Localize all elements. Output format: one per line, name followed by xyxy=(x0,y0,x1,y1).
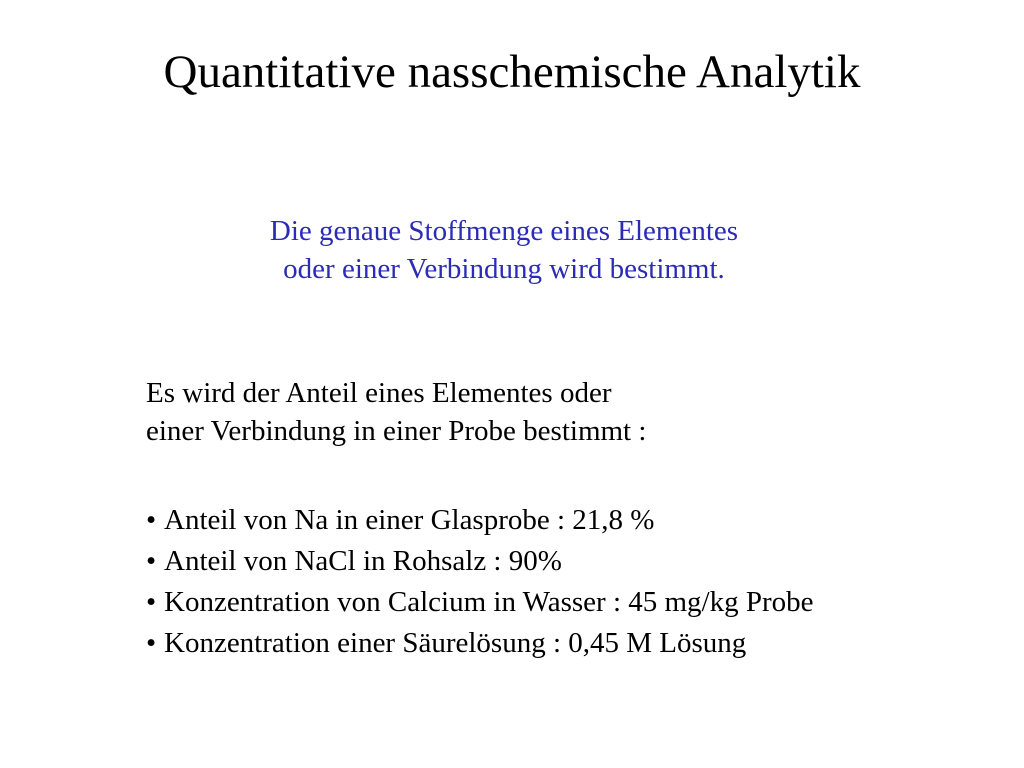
intro-text xyxy=(146,374,646,450)
intro-line-1: Es wird der Anteil eines Elementes oder xyxy=(146,377,612,409)
bullet-marker: • xyxy=(146,586,157,618)
bullet-text: Anteil von NaCl in Rohsalz : 90% xyxy=(164,545,562,577)
bullet-text: Anteil von Na in einer Glasprobe : 21,8 % xyxy=(164,504,655,536)
bullet-item xyxy=(146,582,814,623)
bullet-marker: • xyxy=(146,627,157,659)
bullet-item xyxy=(146,500,814,541)
bullet-text: Konzentration von Calcium in Wasser : 45 mg/kg Probe xyxy=(164,586,814,618)
subtitle-line-1: Die genaue Stoffmenge eines Elementes xyxy=(269,215,739,247)
bullet-text: Konzentration einer Säurelösung : 0,45 M Lösung xyxy=(164,627,747,659)
slide-subtitle xyxy=(0,212,1008,288)
bullet-marker: • xyxy=(146,504,157,536)
subtitle-line-2: oder einer Verbindung wird bestimmt. xyxy=(283,253,725,285)
bullet-item xyxy=(146,623,814,664)
slide-title: Quantitative nasschemische Analytik xyxy=(163,46,861,98)
bullet-list xyxy=(146,500,814,664)
intro-line-2: einer Verbindung in einer Probe bestimmt : xyxy=(146,415,647,447)
bullet-item xyxy=(146,541,814,582)
bullet-marker: • xyxy=(146,545,157,577)
